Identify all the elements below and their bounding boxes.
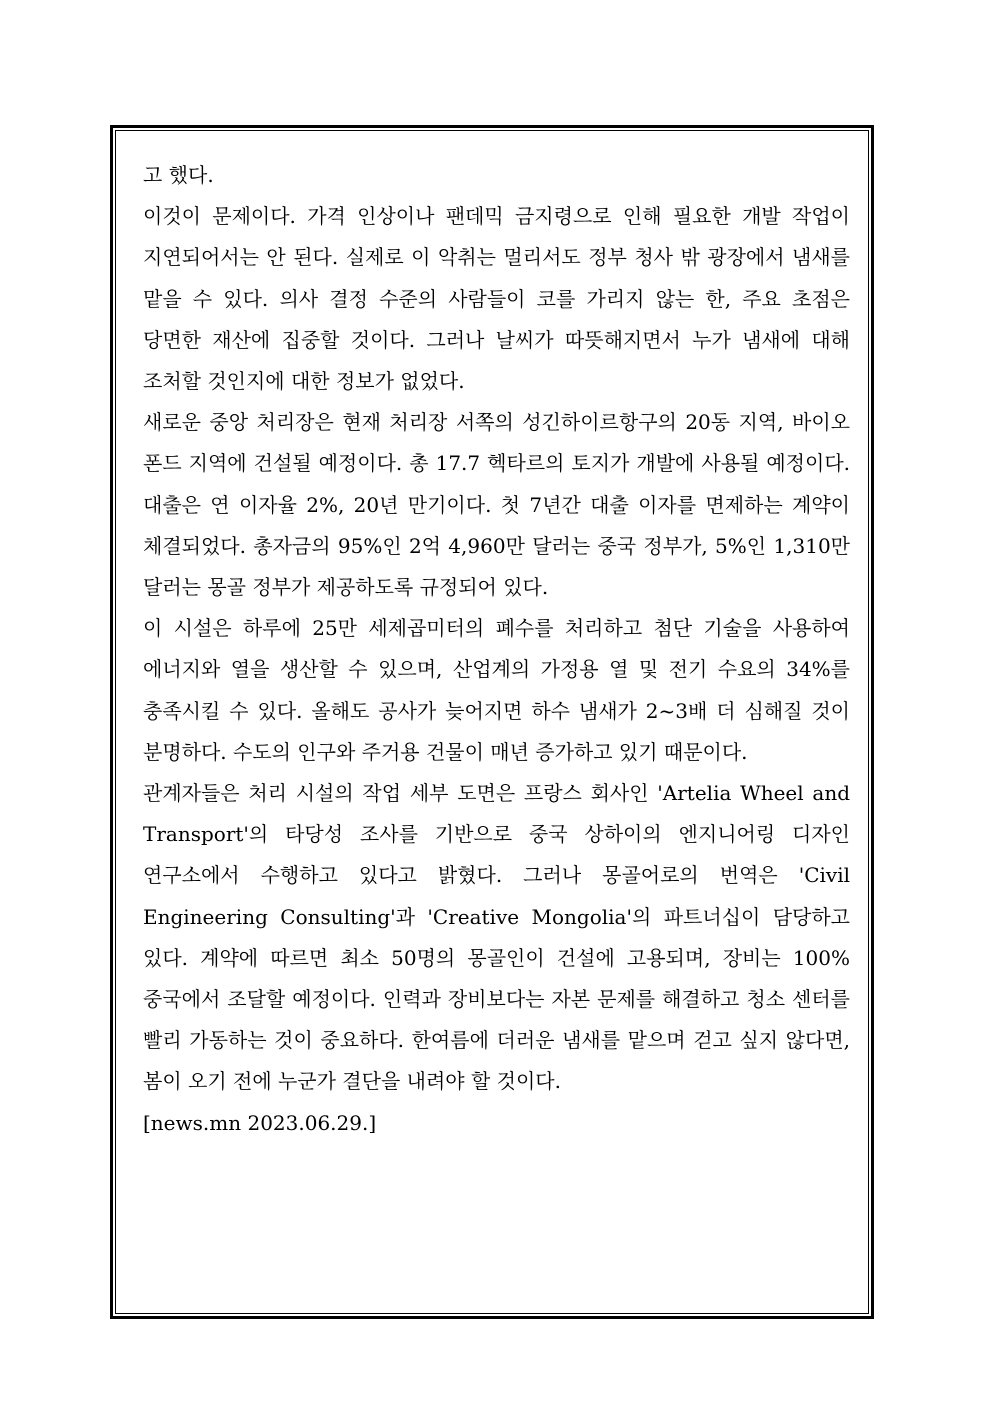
article-paragraph: 관계자들은 처리 시설의 작업 세부 도면은 프랑스 회사인 'Artelia Wheel and Transport'의 타당성 조사를 기반으로 중국 상하이의 엔지니어링 디자인 연구소에서 수행하고 있다고 밝혔다. 그러나 몽골어로의 번역은 'Civil Engineering Consulting'과 'Creative Mongolia'의 파트너십이 담당하고 있다. 계약에 따르면 최소 50명의 몽골인이 건설에 고용되며, 장비는 100% 중국에서 조달할 예정이다. 인력과 장비보다는 자본 문제를 해결하고 청소 센터를 빨리 가동하는 것이 중요하다. 한여름에 더러운 냄새를 맡으며 걷고 싶지 않다면, 봄이 오기 전에 누군가 결단을 내려야 할 것이다. bbox=[143, 781, 850, 1094]
article-paragraph: 새로운 중앙 처리장은 현재 처리장 서쪽의 성긴하이르항구의 20동 지역, 바이오 폰드 지역에 건설될 예정이다. 총 17.7 헥타르의 토지가 개발에 사용될 예정이다. 대출은 연 이자율 2%, 20년 만기이다. 첫 7년간 대출 이자를 면제하는 계약이 체결되었다. 총자금의 95%인 2억 4,960만 달러는 중국 정부가, 5%인 1,310만 달러는 몽골 정부가 제공하도록 규정되어 있다. bbox=[143, 410, 850, 600]
article-paragraph: 이 시설은 하루에 25만 세제곱미터의 폐수를 처리하고 첨단 기술을 사용하여 에너지와 열을 생산할 수 있으며, 산업계의 가정용 열 및 전기 수요의 34%를 충족시킬 수 있다. 올해도 공사가 늦어지면 하수 냄새가 2~3배 더 심해질 것이 분명하다. 수도의 인구와 주거용 건물이 매년 증가하고 있기 때문이다. bbox=[143, 616, 850, 764]
article-paragraph: 고 했다. bbox=[143, 163, 214, 187]
article-source-citation: [news.mn 2023.06.29.] bbox=[143, 1110, 377, 1135]
article-body bbox=[143, 155, 850, 1144]
article-paragraph: 이것이 문제이다. 가격 인상이나 팬데믹 금지령으로 인해 필요한 개발 작업이 지연되어서는 안 된다. 실제로 이 악취는 멀리서도 정부 청사 밖 광장에서 냄새를 맡을 수 있다. 의사 결정 수준의 사람들이 코를 가리지 않는 한, 주요 초점은 당면한 재산에 집중할 것이다. 그러나 날씨가 따뜻해지면서 누가 냄새에 대해 조처할 것인지에 대한 정보가 없었다. bbox=[143, 204, 850, 394]
